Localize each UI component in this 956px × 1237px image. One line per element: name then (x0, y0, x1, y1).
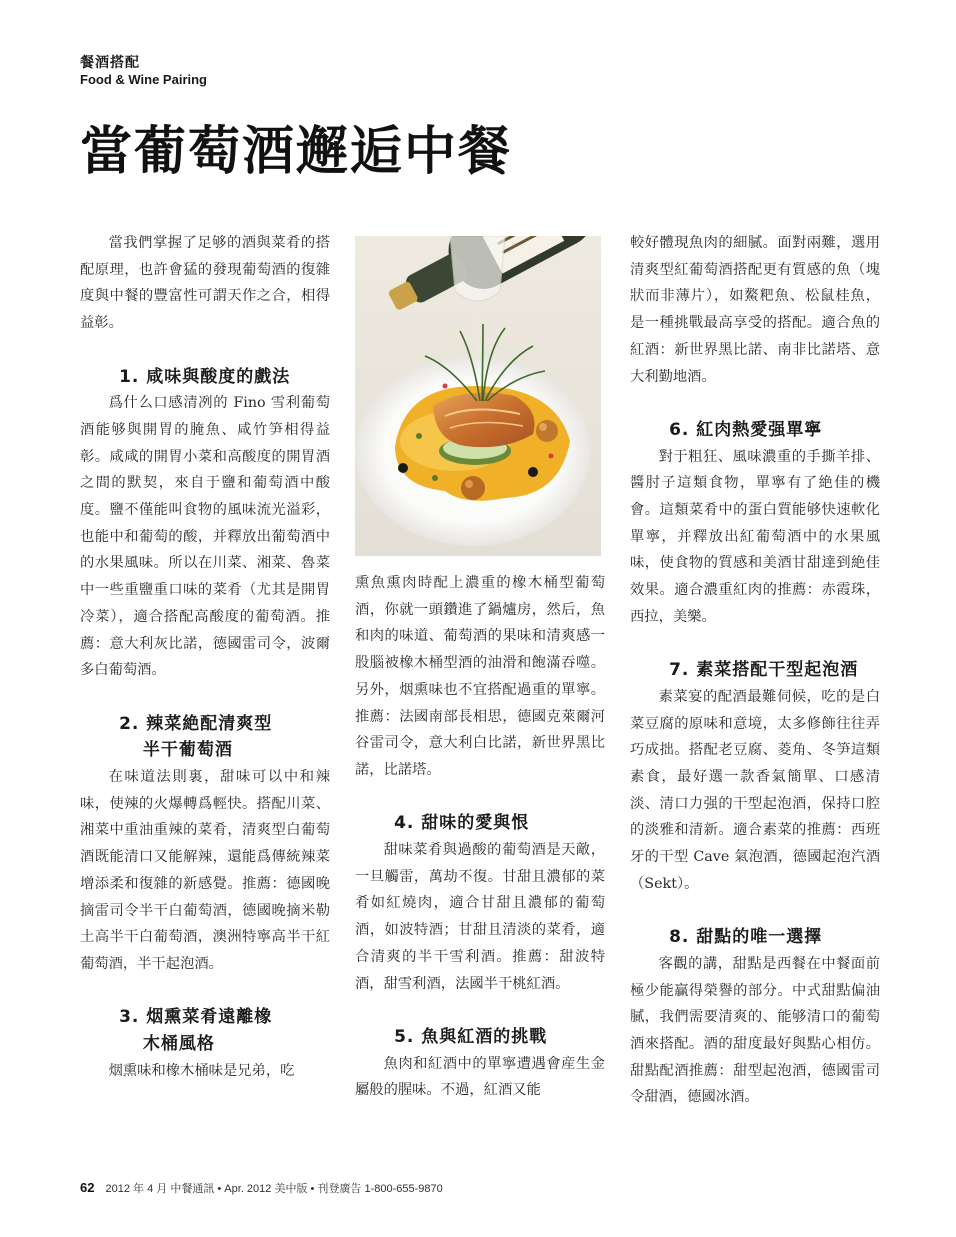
page-footer (80, 1180, 443, 1196)
section-3-body-part2: 熏魚熏肉時配上濃重的橡木桶型葡萄酒，你就一頭鑽進了鍋爐房，然后，魚和肉的味道、葡萄酒的果味和清爽感一股腦被橡木桶型酒的油滑和飽滿吞噬。另外，烟熏味也不宜搭配過重的單寧。推薦：法國南部長相思，德國克萊爾河谷雷司令，意大利白比諾，新世界黑比諾，比諾塔。 (355, 575, 605, 778)
section-label-en: Food & Wine Pairing (80, 72, 207, 87)
section-8-body: 客觀的講，甜點是西餐在中餐面前極少能贏得榮譽的部分。中式甜點偏油膩，我們需要清爽的、能够清口的葡萄酒來搭配。酒的甜度最好與點心相仿。甜點配酒推薦：甜型起泡酒，德國雷司令甜酒，德國冰酒。 (630, 955, 880, 1106)
section-4-heading: 4. 甜味的愛與恨 (394, 813, 530, 834)
section-3-heading (80, 1004, 330, 1057)
section-2-heading (80, 711, 330, 764)
section-6-body: 對于粗狂、風味濃重的手撕羊排、醬肘子這類食物，單寧有了絶佳的機會。這類菜肴中的蛋白質能够快速軟化單寧，并釋放出紅葡萄酒中的水果風味，使食物的質感和美酒甘甜達到絶佳效果。適合濃重紅肉的推薦：赤霞珠，西拉，美樂。 (630, 448, 880, 625)
section-1-body: 爲什么口感清冽的 Fino 雪利葡萄酒能够與開胃的腌魚、咸竹笋相得益彰。咸咸的開胃小菜和高酸度的開胃酒之間的默契，來自于鹽和葡萄酒中酸度。鹽不僅能叫食物的風味流光溢彩，也能中和葡萄的酸，并釋放出葡萄酒中的水果風味。所以在川菜、湘菜、魯菜中一些重鹽重口味的菜肴（尤其是開胃冷菜），適合搭配高酸度的葡萄酒。推薦：意大利灰比諾，德國雷司令，波爾多白葡萄酒。 (80, 395, 330, 679)
section-7-heading: 7. 素菜搭配干型起泡酒 (669, 660, 859, 681)
section-4-body: 甜味菜肴與過酸的葡萄酒是天敵，一旦觸雷，萬劫不復。甘甜且濃郁的菜肴如紅燒肉，適合甘甜且濃郁的葡萄酒，如波特酒；甘甜且清淡的菜肴，適合清爽的半干雪利酒。推薦：甜波特酒，甜雪利酒，法國半干桃紅酒。 (355, 842, 605, 992)
dish-photo (355, 236, 601, 556)
column-1 (80, 230, 330, 1084)
section-7-body: 素菜宴的配酒最難伺候，吃的是白菜豆腐的原味和意境，太多修飾往往弄巧成拙。搭配老豆腐、菱角、冬笋這類素食，最好選一款香氣簡單、口感清淡、清口力强的干型起泡酒，保持口腔的淡雅和清新。適合素菜的推薦：西班牙的干型 Cave 氣泡酒，德國起泡汽酒（Sekt）。 (630, 688, 880, 892)
section-3-heading-line1: 3. 烟熏菜肴遠離橡 (119, 1007, 273, 1028)
section-1-heading: 1. 咸味與酸度的戲法 (119, 366, 291, 387)
section-3-body-part1: 烟熏味和橡木桶味是兄弟，吃 (108, 1062, 295, 1079)
section-2-heading-line1: 2. 辣菜絶配清爽型 (119, 713, 273, 734)
section-5-body-part2: 較好體現魚肉的細膩。面對兩難，選用清爽型紅葡萄酒搭配更有質感的魚（塊狀而非薄片），如鰲粑魚、松鼠桂魚，是一種挑戰最高享受的搭配。適合魚的紅酒：新世界黑比諾、南非比諾塔、意大利勤地酒。 (630, 235, 880, 385)
column-3 (630, 230, 880, 1111)
fish-dish-illustration (355, 236, 601, 556)
section-8-heading: 8. 甜點的唯一選擇 (669, 927, 823, 948)
section-5-body-part1: 魚肉和紅酒中的單寧遭遇會産生金屬般的腥味。不過，紅酒又能 (355, 1055, 605, 1099)
section-2-body: 在味道法則裏，甜味可以中和辣味，使辣的火爆轉爲輕快。搭配川菜、湘菜中重油重辣的菜肴，清爽型白葡萄酒既能清口又能解辣，還能爲傳統辣菜增添柔和復雜的新感覺。推薦：德國晚摘雷司令半干白葡萄酒，德國晚摘米勒土高半干白葡萄酒，澳洲特寧高半干紅葡萄酒，半干起泡酒。 (80, 769, 330, 972)
section-5-heading: 5. 魚與紅酒的挑戰 (394, 1026, 548, 1047)
footer-text: 2012 年 4 月 中餐通訊 • Apr. 2012 美中版 • 刊登廣告 1-800-655-9870 (105, 1183, 443, 1195)
section-6-heading: 6. 紅肉熱愛强單寧 (669, 419, 823, 440)
page-number: 62 (80, 1180, 95, 1195)
intro-paragraph: 當我們掌握了足够的酒與菜肴的搭配原理，也許會猛的發現葡萄酒的復雜度與中餐的豐富性可謂天作之合，相得益彰。 (80, 235, 330, 332)
column-2 (355, 570, 605, 1104)
section-2-heading-line2: 半干葡萄酒 (142, 740, 233, 761)
section-3-heading-line2: 木桶風格 (142, 1034, 215, 1055)
article-title: 當葡萄酒邂逅中餐 (80, 121, 513, 182)
section-label-zh: 餐酒搭配 (80, 55, 140, 71)
